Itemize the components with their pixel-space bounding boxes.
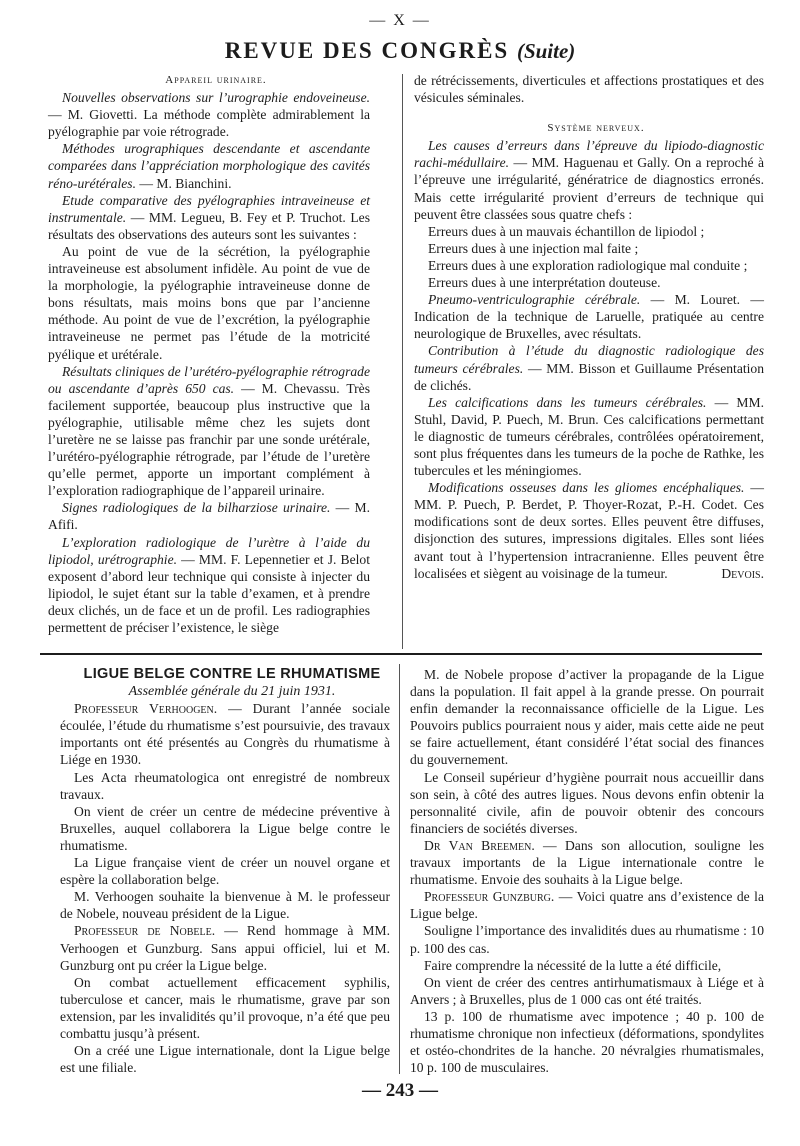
paragraph-body: — M. Afifi. xyxy=(48,500,370,533)
paragraph-body: — MM. P. Puech, P. Berdet, P. Thoyer-Rozat, P.-H. Codet. Ces modifications sont de deux sortes. Elles peuvent être diffuses, disjonction des sutures, impressions digitales. Elles sont liées avant tout à l’hypertension intracranienne. Elles peuvent être localisées et siègent au voisinage de la tumeur. xyxy=(414,480,764,581)
paragraph-body: — Dans son allocution, souligne les travaux importants de la Ligue internationale contre le rhumatisme. Envoie des souhaits à la Ligue belge. xyxy=(410,837,765,888)
paragraph-body: — Voici quatre ans d’existence de la Ligue belge. xyxy=(410,889,764,922)
paragraph-lipiodo xyxy=(414,137,764,222)
ligue-paragraph xyxy=(60,974,390,1042)
paragraph-lead: Nouvelles observations sur l’urographie endoveineuse. xyxy=(62,90,370,106)
ligue-paragraph xyxy=(60,1042,390,1076)
paragraph-lead: Signes radiologiques de la bilharziose urinaire. xyxy=(62,500,331,516)
paragraph-lead: Méthodes urographiques descendante et ascendante comparées dans l’appréciation morphologique des cavités réno-urétérales. xyxy=(48,141,370,191)
paragraph-lead: Professeur Verhoogen. xyxy=(74,701,218,717)
paragraph-lead: Professeur de Nobele. xyxy=(74,923,216,939)
ligue-subtitle: Assemblée générale du 21 juin 1931. xyxy=(128,684,336,700)
ligue-paragraph xyxy=(60,700,390,768)
paragraph-body: — M. Bianchini. xyxy=(135,175,232,191)
ligue-paragraph xyxy=(410,1008,764,1076)
congress-entry xyxy=(414,342,764,393)
ligue-right-paragraphs xyxy=(410,666,764,1076)
ligue-paragraph xyxy=(410,769,764,837)
ligue-paragraph xyxy=(60,854,390,888)
paragraph-body: Les Acta rheumatologica ont enregistré de nombreux travaux. xyxy=(60,769,390,802)
paragraph-lead: Contribution à l’étude du diagnostic radiologique des tumeurs cérébrales. xyxy=(414,343,764,376)
paragraph-body: — M. Chevassu. Très facilement supportée, beaucoup plus instructive que la pyélographie, utilisable même chez les sujets dont l’uretère ne se laisse pas franchir par une sonde urétérale, l’urétéro-pyélographie rétrograde, par l’étude de l’uretère qu’elle permet, apporte un important complément à l’exploration radiographique de l’appareil urinaire. xyxy=(48,380,371,499)
paragraph-body: Faire comprendre la nécessité de la lutte a été difficile, xyxy=(424,957,722,973)
paragraph-lead: Professeur Gunzburg. xyxy=(424,889,555,905)
ligue-paragraph xyxy=(410,957,764,974)
ligue-left-column xyxy=(60,666,390,1076)
ligue-paragraph xyxy=(60,769,390,803)
error-item: Erreurs dues à une interprétation douteuse. xyxy=(428,275,661,291)
page-number: — 243 — xyxy=(362,1080,438,1101)
author-signature: Devois. xyxy=(721,565,764,581)
congress-entry xyxy=(48,140,370,191)
ligue-paragraph xyxy=(410,922,764,956)
congress-entry xyxy=(48,192,370,243)
section-heading-nerveux: Système nerveux. xyxy=(547,122,645,135)
congress-right-paragraphs xyxy=(414,291,764,582)
section-separator xyxy=(40,653,762,655)
ligue-right-column xyxy=(410,666,764,1076)
ligue-left-paragraphs xyxy=(60,700,390,1076)
page-title xyxy=(0,38,800,64)
paragraph-lead: Dr Van Breemen. xyxy=(424,837,535,853)
paragraph-body: — Rend hommage à MM. Verhoogen et Gunzburg. Sans appui officiel, lui et M. Gunzburg ont pu créer la Ligue belge. xyxy=(60,923,390,973)
paragraph-body: — MM. Legueu, B. Fey et P. Truchot. Les résultats des observations des auteurs sont les suivantes : xyxy=(48,209,370,242)
ligue-paragraph xyxy=(60,922,390,973)
paragraph-lead: Pneumo-ventriculographie cérébrale. xyxy=(428,292,641,308)
paragraph-body: Souligne l’importance des invalidités dues au rhumatisme : 10 p. 100 des cas. xyxy=(410,923,764,956)
paragraph-body: On a créé une Ligue internationale, dont la Ligue belge est une filiale. xyxy=(60,1043,390,1076)
ligue-paragraph xyxy=(410,666,764,769)
paragraph-body: — M. Louret. — Indication de la technique de Laruelle, pratiquée au centre neurologique de Bruxelles, avec résultats. xyxy=(414,292,764,342)
congress-entry xyxy=(48,89,370,140)
paragraph-body: On vient de créer un centre de médecine préventive à Bruxelles, auquel collaborera la Ligue belge contre le rhumatisme. xyxy=(60,803,390,853)
congress-right-column xyxy=(414,72,764,582)
paragraph-body: M. Verhoogen souhaite la bienvenue à M. le professeur de Nobele, nouveau président de la Ligue. xyxy=(60,889,390,922)
paragraph-body: On combat actuellement efficacement syphilis, tuberculose et cancer, mais le rhumatisme, grave par son extension, par les invalidités qu’il provoque, n’a été que peu combattu jusqu’à présent. xyxy=(60,974,390,1041)
error-item: Erreurs dues à un mauvais échantillon de lipiodol ; xyxy=(428,223,705,239)
continuation-text: de rétrécissements, diverticules et affections prostatiques et des vésicules séminales. xyxy=(414,73,764,106)
paragraph-body: — MM. Bisson et Guillaume Présentation de clichés. xyxy=(414,360,765,393)
congress-entry xyxy=(48,499,370,533)
title-suffix: (Suite) xyxy=(516,39,576,63)
error-item: Erreurs dues à une exploration radiologique mal conduite ; xyxy=(428,257,748,273)
paragraph-body: La Ligue française vient de créer un nouvel organe et espère la collaboration belge. xyxy=(60,855,390,888)
paragraph-body: 13 p. 100 de rhumatisme avec impotence ; 40 p. 100 de rhumatisme chronique non infectieux (déformations, spondylites et ostéo-chondrites de la hanche. 20 névralgies rhumatismales, 10 p. 100 de musculaires. xyxy=(410,1008,764,1076)
congress-entry xyxy=(414,394,764,479)
congress-entry xyxy=(414,479,764,582)
paragraph-body: Au point de vue de la sécrétion, la pyélographie intraveineuse est absolument infidèle. Au point de vue de la morphologie, la pyélographie intraveineuse donne de bons résultats, mais moins bons que par l’ancienne méthode. Au point de vue de l’excrétion, la pyélographie intraveineuse ne permet pas l’étude de la motricité pyélique et urétérale. xyxy=(48,243,370,362)
congress-entry xyxy=(48,243,370,363)
paragraph-lead: Les calcifications dans les tumeurs cérébrales. xyxy=(428,394,707,410)
column-divider-top xyxy=(402,74,403,649)
ligue-title: LIGUE BELGE CONTRE LE RHUMATISME xyxy=(83,666,381,682)
error-item: Erreurs dues à une injection mal faite ; xyxy=(428,240,639,256)
paragraph-body: — M. Giovetti. La méthode complète admirablement la pyélographie par voie rétrograde. xyxy=(48,107,370,140)
paragraph-title: Les causes d’erreurs dans l’épreuve du lipiodo-diagnostic rachi-médullaire. xyxy=(414,138,764,171)
paragraph-body: — MM. F. Lepennetier et J. Belot exposent d’abord leur technique qui consiste à injecter du lipiodol, le sujet étant sur la table d’examen, et à prendre deux clichés, un de face et un de profil. Les radiographies permettent de préciser l’existence, le siège xyxy=(48,551,370,635)
congress-left-column xyxy=(48,72,370,636)
paragraph-body: — MM. Haguenau et Gally. On a reproché à l’épreuve une irrégularité, génératrice de diagnostics erronés. Mais cette irrégularité provient d’erreurs de technique qui peuvent être classées sous quatre chefs : xyxy=(414,155,764,222)
paragraph-lead: Modifications osseuses dans les gliomes encéphaliques. xyxy=(428,480,745,496)
column-divider-bottom xyxy=(399,664,400,1074)
paragraph-body: M. de Nobele propose d’activer la propagande de la Ligue dans la population. Il fait appel à la grande presse. On pourrait enfin demander la reconnaissance officielle de la Ligue. Les Pouvoirs publics pourraient nous y aider, mais cette aide ne peut se faire actuellement, étant considéré l’état social des finances du gouvernement. xyxy=(410,667,764,768)
paragraph-body: Le Conseil supérieur d’hygiène pourrait nous accueillir dans son sein, à côté des autres ligues. Nous devons enfin obtenir la personnalité civile, afin de pouvoir obtenir des concours financiers de sociétés diverses. xyxy=(410,769,764,836)
page-folio: — X — xyxy=(369,12,431,29)
ligue-paragraph xyxy=(60,888,390,922)
paragraph-lead: Etude comparative des pyélographies intraveineuse et instrumentale. xyxy=(48,192,370,225)
congress-entry xyxy=(414,291,764,342)
section-heading-urinaire: Appareil urinaire. xyxy=(165,74,267,86)
congress-left-paragraphs xyxy=(48,89,370,636)
paragraph-lead: L’exploration radiologique de l’urètre à l’aide du lipiodol, urétrographie. xyxy=(48,534,370,567)
title-text: REVUE DES CONGRÈS xyxy=(224,38,510,63)
congress-entry xyxy=(48,363,370,500)
paragraph-body: On vient de créer des centres antirhumatismaux à Liége et à Anvers ; à Bruxelles, plus de 1 000 cas ont été traités. xyxy=(410,974,764,1007)
ligue-paragraph xyxy=(410,837,764,888)
errors-list xyxy=(414,223,764,291)
ligue-paragraph xyxy=(410,888,764,922)
ligue-paragraph xyxy=(410,974,764,1008)
paragraph-body: — MM. Stuhl, David, P. Puech, M. Brun. Ces calcifications permettant le diagnostic de tumeurs cérébrales, contrôlées opératoirement, sont plus fréquentes dans les tumeurs de la poche de Rathke, les tubercules et les méningiomes. xyxy=(414,394,764,479)
congress-entry xyxy=(48,534,370,637)
paragraph-lead: Résultats cliniques de l’urétéro-pyélographie rétrograde ou ascendante d’après 650 cas. xyxy=(48,363,370,396)
paragraph-body: — Durant l’année sociale écoulée, l’étude du rhumatisme s’est poursuivie, des travaux importants ont été présentés au Congrès du rhumatisme à Liége en 1930. xyxy=(60,701,390,768)
ligue-paragraph xyxy=(60,803,390,854)
